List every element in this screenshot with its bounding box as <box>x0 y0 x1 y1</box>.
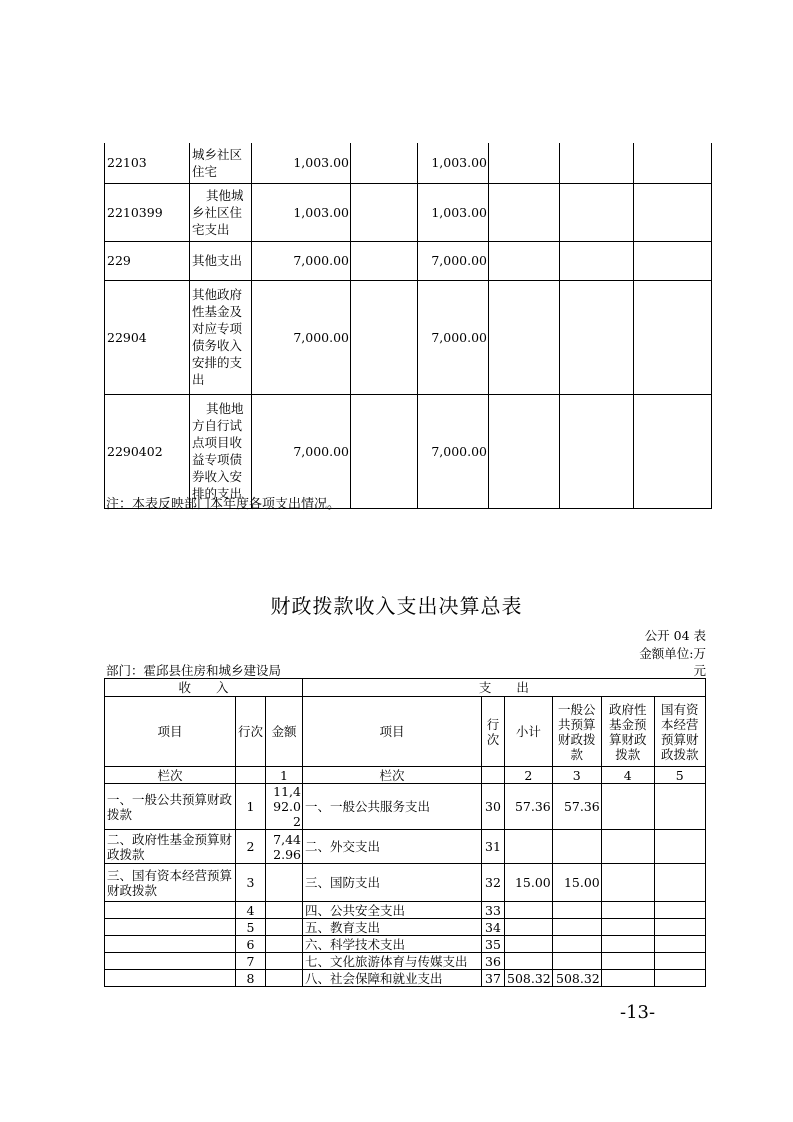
total-cell: 1,003.00 <box>252 183 351 241</box>
expense-line: 30 <box>482 784 505 830</box>
subtotal <box>505 919 553 936</box>
income-item: 一、一般公共预算财政拨款 <box>105 784 236 830</box>
table-row <box>105 784 706 830</box>
expense-line: 34 <box>482 919 505 936</box>
code-cell: 2210399 <box>105 183 190 241</box>
income-item <box>105 970 236 987</box>
table-row <box>105 143 712 183</box>
table-row <box>105 183 712 241</box>
fund-budget <box>601 919 654 936</box>
unit-label: 金额单位:万 <box>639 646 706 661</box>
amount-cell: 1,003.00 <box>418 183 489 241</box>
page-title: 财政拨款收入支出决算总表 <box>270 594 523 618</box>
code-cell: 229 <box>105 241 190 280</box>
income-item <box>105 919 236 936</box>
column-header: 行次 <box>482 697 505 767</box>
expense-line: 31 <box>482 830 505 864</box>
income-amount <box>266 970 303 987</box>
fiscal-summary-table <box>104 678 706 987</box>
expense-item: 五、教育支出 <box>303 919 482 936</box>
table-row <box>105 864 706 902</box>
total-cell: 7,000.00 <box>252 280 351 394</box>
empty-cell <box>489 143 560 183</box>
column-header: 项目 <box>303 697 482 767</box>
table-row <box>105 936 706 953</box>
expense-header: 支 出 <box>303 679 706 697</box>
column-header: 金额 <box>266 697 303 767</box>
income-item <box>105 902 236 919</box>
empty-cell <box>560 183 634 241</box>
general-budget <box>552 902 601 919</box>
empty-cell <box>482 767 505 784</box>
income-line: 2 <box>236 830 266 864</box>
state-budget <box>654 864 705 902</box>
total-cell: 7,000.00 <box>252 394 351 508</box>
empty-cell <box>351 394 418 508</box>
total-cell: 7,000.00 <box>252 241 351 280</box>
column-header: 政府性基金预算财政拨款 <box>601 697 654 767</box>
general-budget <box>552 953 601 970</box>
amount-cell: 7,000.00 <box>418 280 489 394</box>
lanci-label: 栏次 <box>105 767 236 784</box>
expense-line: 36 <box>482 953 505 970</box>
fund-budget <box>601 902 654 919</box>
unit-label-tail: 元 <box>693 663 706 678</box>
empty-cell <box>489 241 560 280</box>
name-cell: 其他政府性基金及对应专项债务收入安排的支出 <box>190 280 252 394</box>
name-cell: 其他地方自行试点项目收益专项债券收入安排的支出 <box>190 394 252 508</box>
empty-cell <box>634 241 712 280</box>
state-budget <box>654 902 705 919</box>
state-budget <box>654 919 705 936</box>
table-row <box>105 280 712 394</box>
name-cell: 城乡社区住宅 <box>190 143 252 183</box>
income-amount <box>266 936 303 953</box>
empty-cell <box>634 280 712 394</box>
expense-item: 二、外交支出 <box>303 830 482 864</box>
empty-cell <box>634 394 712 508</box>
expense-line: 35 <box>482 936 505 953</box>
column-number: 5 <box>654 767 705 784</box>
expense-item: 七、文化旅游体育与传媒支出 <box>303 953 482 970</box>
column-header: 小计 <box>505 697 553 767</box>
department-label: 部门：霍邱县住房和城乡建设局 <box>106 663 282 678</box>
expense-line: 33 <box>482 902 505 919</box>
empty-cell <box>351 183 418 241</box>
table-note: 注：本表反映部门本年度各项支出情况。 <box>106 497 341 512</box>
column-number: 3 <box>552 767 601 784</box>
empty-cell <box>634 183 712 241</box>
column-number: 1 <box>266 767 303 784</box>
empty-cell <box>634 143 712 183</box>
subtotal: 15.00 <box>505 864 553 902</box>
name-cell: 其他支出 <box>190 241 252 280</box>
amount-cell: 7,000.00 <box>418 241 489 280</box>
column-number-row <box>105 767 706 784</box>
table-row <box>105 970 706 987</box>
state-budget <box>654 784 705 830</box>
fund-budget <box>601 864 654 902</box>
table-header-row <box>105 679 706 697</box>
subtotal <box>505 830 553 864</box>
income-item <box>105 936 236 953</box>
table-row <box>105 394 712 508</box>
empty-cell <box>560 241 634 280</box>
income-item: 三、国有资本经营预算财政拨款 <box>105 864 236 902</box>
empty-cell <box>351 280 418 394</box>
subtotal: 57.36 <box>505 784 553 830</box>
subtotal: 508.32 <box>505 970 553 987</box>
expense-item: 八、社会保障和就业支出 <box>303 970 482 987</box>
subtotal <box>505 902 553 919</box>
column-header: 一般公共预算财政拨款 <box>552 697 601 767</box>
expense-item: 三、国防支出 <box>303 864 482 902</box>
expense-item: 四、公共安全支出 <box>303 902 482 919</box>
code-cell: 22103 <box>105 143 190 183</box>
column-number: 4 <box>601 767 654 784</box>
general-budget <box>552 919 601 936</box>
page-number: -13- <box>620 1002 656 1023</box>
expense-line: 37 <box>482 970 505 987</box>
column-header: 行次 <box>236 697 266 767</box>
empty-cell <box>560 280 634 394</box>
lanci-label: 栏次 <box>303 767 482 784</box>
empty-cell <box>489 183 560 241</box>
subtotal <box>505 953 553 970</box>
column-header: 国有资本经营预算财政拨款 <box>654 697 705 767</box>
income-amount <box>266 902 303 919</box>
empty-cell <box>351 143 418 183</box>
empty-cell <box>489 280 560 394</box>
expense-item: 六、科学技术支出 <box>303 936 482 953</box>
income-item <box>105 953 236 970</box>
income-item: 二、政府性基金预算财政拨款 <box>105 830 236 864</box>
name-cell: 其他城乡社区住宅支出 <box>190 183 252 241</box>
empty-cell <box>489 394 560 508</box>
form-code: 公开 04 表 <box>644 628 706 643</box>
table-row <box>105 902 706 919</box>
total-cell: 1,003.00 <box>252 143 351 183</box>
fund-budget <box>601 830 654 864</box>
general-budget <box>552 830 601 864</box>
state-budget <box>654 830 705 864</box>
state-budget <box>654 936 705 953</box>
column-number: 2 <box>505 767 553 784</box>
subtotal <box>505 936 553 953</box>
code-cell: 22904 <box>105 280 190 394</box>
income-amount: 7,442.96 <box>266 830 303 864</box>
income-line: 6 <box>236 936 266 953</box>
table-row <box>105 241 712 280</box>
table-row <box>105 830 706 864</box>
state-budget <box>654 970 705 987</box>
empty-cell <box>236 767 266 784</box>
table-row <box>105 919 706 936</box>
fund-budget <box>601 936 654 953</box>
general-budget: 57.36 <box>552 784 601 830</box>
state-budget <box>654 953 705 970</box>
general-budget <box>552 936 601 953</box>
fund-budget <box>601 953 654 970</box>
expense-line: 32 <box>482 864 505 902</box>
expense-item: 一、一般公共服务支出 <box>303 784 482 830</box>
fund-budget <box>601 970 654 987</box>
fund-budget <box>601 784 654 830</box>
table-header-row <box>105 697 706 767</box>
empty-cell <box>351 241 418 280</box>
amount-cell: 1,003.00 <box>418 143 489 183</box>
income-amount <box>266 864 303 902</box>
empty-cell <box>560 143 634 183</box>
income-line: 5 <box>236 919 266 936</box>
income-line: 7 <box>236 953 266 970</box>
amount-cell: 7,000.00 <box>418 394 489 508</box>
income-line: 4 <box>236 902 266 919</box>
general-budget: 508.32 <box>552 970 601 987</box>
income-amount: 11,492.02 <box>266 784 303 830</box>
income-amount <box>266 919 303 936</box>
income-line: 8 <box>236 970 266 987</box>
empty-cell <box>560 394 634 508</box>
expense-detail-table <box>104 143 712 509</box>
table-row <box>105 953 706 970</box>
income-amount <box>266 953 303 970</box>
income-header: 收 入 <box>105 679 303 697</box>
general-budget: 15.00 <box>552 864 601 902</box>
income-line: 1 <box>236 784 266 830</box>
column-header: 项目 <box>105 697 236 767</box>
income-line: 3 <box>236 864 266 902</box>
code-cell: 2290402 <box>105 394 190 508</box>
